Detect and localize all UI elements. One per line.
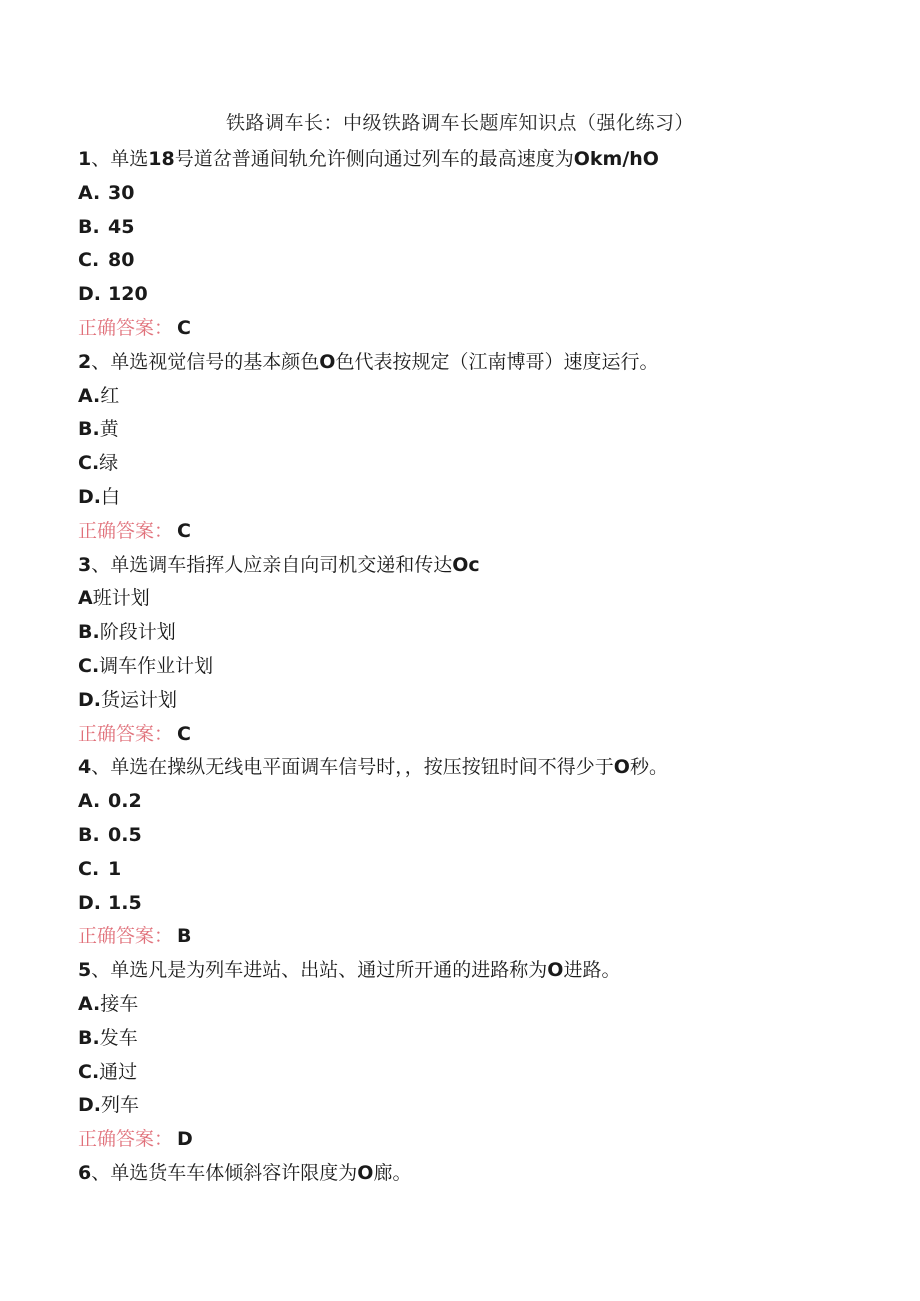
answer-line xyxy=(78,920,878,954)
question-number: 5 xyxy=(78,959,92,982)
option-text: 接车 xyxy=(100,992,139,1015)
option-letter: D. xyxy=(78,891,101,914)
option-text: 红 xyxy=(100,384,120,407)
question-separator: 、 xyxy=(91,350,111,373)
question-type: 单选 xyxy=(110,756,149,779)
option-text: 黄 xyxy=(99,418,119,441)
option-letter: D. xyxy=(78,283,101,306)
option-item xyxy=(78,1022,878,1056)
question-separator: 、 xyxy=(91,756,111,779)
option-letter: C. xyxy=(78,857,100,880)
option-letter: C. xyxy=(78,654,100,677)
question-number: 4 xyxy=(78,756,92,779)
option-text: 调车作业计划 xyxy=(99,654,214,677)
option-letter: D. xyxy=(78,688,101,711)
option-item xyxy=(78,481,878,515)
option-item xyxy=(78,819,878,853)
question-text: 凡是为列车进站、出站、通过所开通的进路称为 xyxy=(148,959,548,982)
option-text: 阶段计划 xyxy=(99,621,176,644)
option-item xyxy=(78,785,878,819)
question-text: O xyxy=(547,959,564,982)
answer-label: 正确答案： xyxy=(78,519,174,542)
question-stem xyxy=(78,751,878,785)
option-text: 0.2 xyxy=(108,790,142,813)
question-type: 单选 xyxy=(110,350,149,373)
option-letter: D. xyxy=(78,485,101,508)
answer-line xyxy=(78,718,878,752)
option-letter: A. xyxy=(78,384,101,407)
option-letter: A. xyxy=(78,181,101,204)
answer-label: 正确答案： xyxy=(78,925,174,948)
question-type: 单选 xyxy=(110,553,149,576)
option-item xyxy=(78,1089,878,1123)
question-separator: 、 xyxy=(91,959,111,982)
option-text: 1 xyxy=(108,857,122,880)
question-text: 秒。 xyxy=(629,756,668,779)
option-item xyxy=(78,853,878,887)
answer-value: B xyxy=(177,925,192,948)
question-separator: 、 xyxy=(91,1161,111,1184)
answer-value: D xyxy=(177,1128,193,1151)
question-number: 3 xyxy=(78,553,92,576)
question-type: 单选 xyxy=(110,959,149,982)
option-letter: B. xyxy=(78,823,100,846)
option-text: 货运计划 xyxy=(101,688,178,711)
question-number: 6 xyxy=(78,1161,92,1184)
option-item xyxy=(78,988,878,1022)
question-text: Oc xyxy=(452,553,480,576)
answer-value: C xyxy=(177,519,191,542)
question-text: O xyxy=(319,350,336,373)
option-text: 白 xyxy=(101,485,121,508)
question-stem xyxy=(78,1157,878,1191)
option-item xyxy=(78,211,878,245)
question-text: O xyxy=(613,756,630,779)
option-letter: B. xyxy=(78,621,100,644)
question-type: 单选 xyxy=(110,1161,149,1184)
answer-label: 正确答案： xyxy=(78,316,174,339)
question-text: 18 xyxy=(148,148,175,170)
option-item xyxy=(78,887,878,921)
option-letter: C. xyxy=(78,1060,100,1083)
answer-line xyxy=(78,312,878,346)
question-stem xyxy=(78,346,878,380)
option-letter: A xyxy=(78,587,93,610)
option-text: 列车 xyxy=(101,1094,140,1117)
option-text: 通过 xyxy=(99,1060,138,1083)
option-item xyxy=(78,650,878,684)
question-stem xyxy=(78,954,878,988)
option-item xyxy=(78,380,878,414)
question-number: 2 xyxy=(78,350,92,373)
question-text: 调车指挥人应亲自向司机交递和传达 xyxy=(148,553,453,576)
option-letter: A. xyxy=(78,790,101,813)
question-stem xyxy=(78,143,878,177)
question-list xyxy=(78,143,878,1191)
question-text: 号道岔普通间轨允许侧向通过列车的最高速度为 xyxy=(174,148,574,170)
question-text: 廊。 xyxy=(373,1161,412,1184)
answer-label: 正确答案： xyxy=(78,1128,174,1151)
answer-value: C xyxy=(177,722,191,745)
option-letter: B. xyxy=(78,1026,100,1049)
option-text: 发车 xyxy=(99,1026,138,1049)
question-text: 在操纵无线电平面调车信号时，，按压按钮时间不得少于 xyxy=(148,756,614,779)
option-text: 30 xyxy=(108,181,135,204)
question-text: 进路。 xyxy=(563,959,621,982)
answer-line xyxy=(78,1123,878,1157)
option-item xyxy=(78,1056,878,1090)
option-text: 0.5 xyxy=(108,823,142,846)
option-letter: B. xyxy=(78,215,100,238)
question-text: Okm/hO xyxy=(573,148,659,170)
option-text: 120 xyxy=(108,283,148,306)
option-item xyxy=(78,582,878,616)
option-letter: B. xyxy=(78,418,100,441)
option-text: 1.5 xyxy=(108,891,142,914)
question-text: 货车车体倾斜容许限度为 xyxy=(148,1161,358,1184)
option-text: 45 xyxy=(108,215,135,238)
question-text: O xyxy=(357,1161,374,1184)
question-type: 单选 xyxy=(110,148,149,170)
answer-label: 正确答案： xyxy=(78,722,174,745)
option-item xyxy=(78,447,878,481)
question-text: 色代表按规定（江南博哥）速度运行。 xyxy=(335,350,659,373)
question-separator: 、 xyxy=(91,148,111,170)
option-item xyxy=(78,616,878,650)
option-item xyxy=(78,244,878,278)
question-separator: 、 xyxy=(91,553,111,576)
option-letter: A. xyxy=(78,992,101,1015)
option-letter: C. xyxy=(78,452,100,475)
option-letter: C. xyxy=(78,249,100,272)
question-number: 1 xyxy=(78,148,92,170)
option-text: 80 xyxy=(108,249,135,272)
question-text: 视觉信号的基本颜色 xyxy=(148,350,320,373)
option-text: 绿 xyxy=(99,452,119,475)
option-letter: D. xyxy=(78,1094,101,1117)
option-item xyxy=(78,413,878,447)
option-item xyxy=(78,177,878,211)
answer-line xyxy=(78,515,878,549)
option-text: 班计划 xyxy=(92,587,150,610)
answer-value: C xyxy=(177,316,191,339)
option-item xyxy=(78,684,878,718)
option-item xyxy=(78,278,878,312)
question-stem xyxy=(78,549,878,583)
document-title: 铁路调车长：中级铁路调车长题库知识点（强化练习） xyxy=(225,112,694,134)
